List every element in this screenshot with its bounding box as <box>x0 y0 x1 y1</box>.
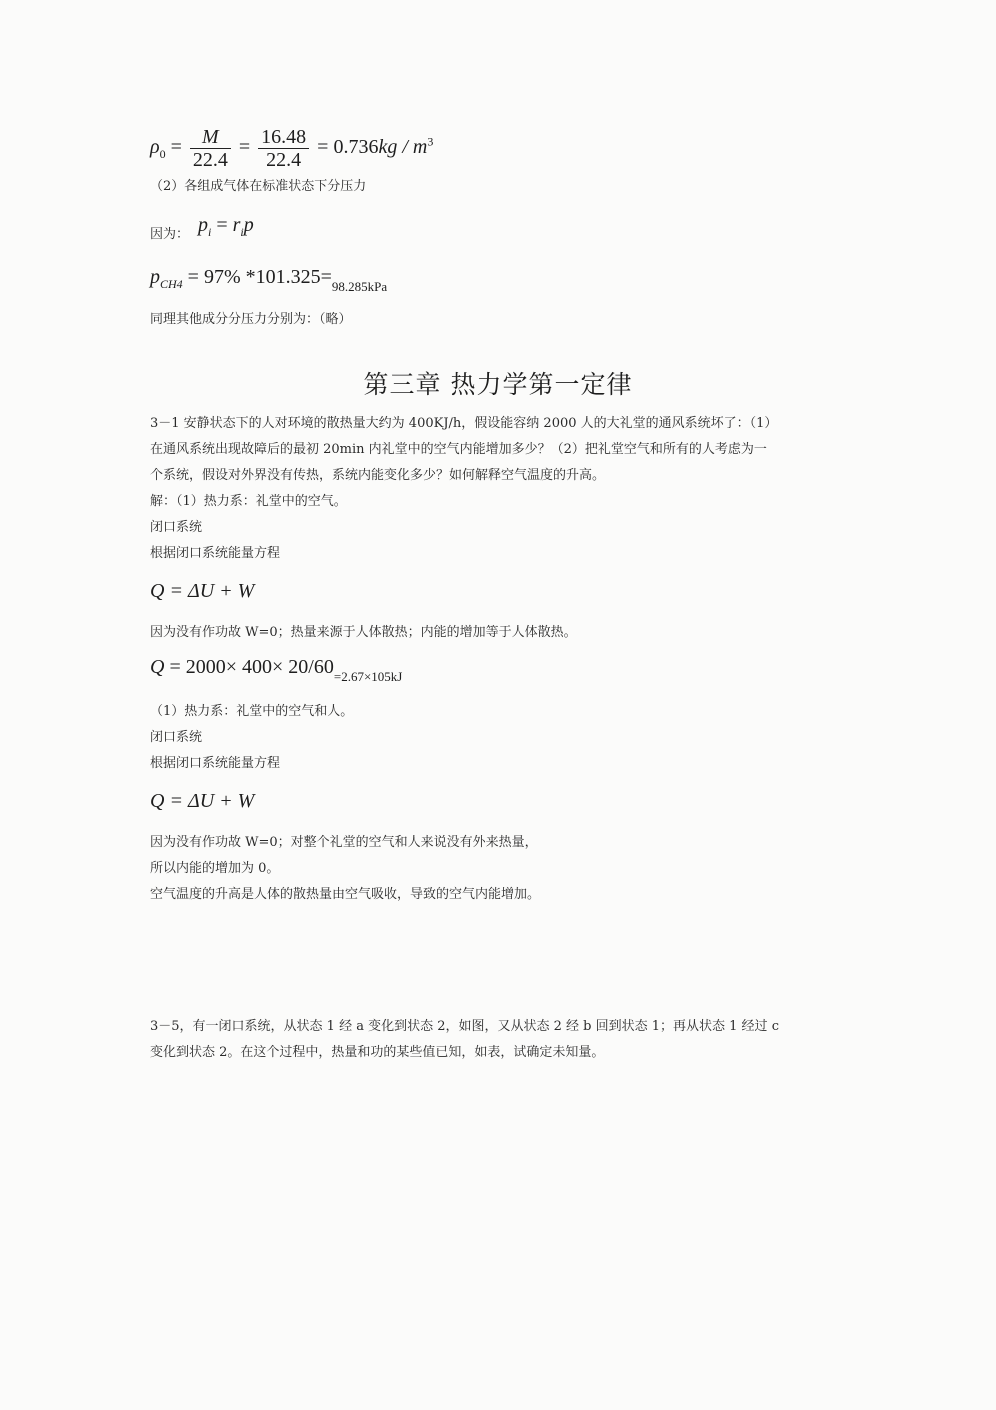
conclusion-line-2: 空气温度的升高是人体的散热量由空气吸收，导致的空气内能增加。 <box>150 887 541 902</box>
problem-3-5-line-1: 3－5，有一闭口系统，从状态 1 经 a 变化到状态 2，如图，又从状态 2 经 b 回到状态 1；再从状态 1 经过 c <box>150 1019 779 1034</box>
rho-unit: kg / m <box>378 136 428 159</box>
solution-part-1: 解：（1）热力系：礼堂中的空气。 <box>150 494 347 509</box>
similarly-others-line: 同理其他成分分压力分别为：（略） <box>150 312 352 327</box>
energy-equation-label-1: 根据闭口系统能量方程 <box>150 546 281 561</box>
q-symbol-3: Q <box>150 790 165 812</box>
reason-line-1: 因为没有作功故 W=0；热量来源于人体散热；内能的增加等于人体散热。 <box>150 625 577 640</box>
conclusion-line-1: 所以内能的增加为 0。 <box>150 861 280 876</box>
partial-pressure-equation: $p_i = r_ip$ <box>198 214 254 239</box>
methane-result: 98.285kPa <box>331 279 388 294</box>
q-symbol-1: Q <box>150 580 165 602</box>
because-label: 因为： <box>150 227 190 242</box>
heat-calculation-result: =2.67×105kJ <box>333 669 403 684</box>
heat-calculation-rhs: = 2000× 400× 20/60 <box>169 656 334 678</box>
closed-system-label-2: 闭口系统 <box>150 730 203 745</box>
problem-3-1-line-3: 个系统，假设对外界没有传热，系统内能变化多少？如何解释空气温度的升高。 <box>150 468 606 483</box>
closed-system-label-1: 闭口系统 <box>150 520 203 535</box>
energy-equation-label-2: 根据闭口系统能量方程 <box>150 756 281 771</box>
first-law-rhs-2: = ΔU + W <box>169 790 255 812</box>
denominator-22-4: 22.4 <box>192 149 228 171</box>
p-symbol-2: p <box>243 214 254 236</box>
p-ch4-symbol: p <box>150 266 160 288</box>
problem-3-5-line-2: 变化到状态 2。在这个过程中，热量和功的某些值已知，如表，试确定未知量。 <box>150 1045 605 1060</box>
q-symbol-2: Q <box>150 656 165 678</box>
first-law-rhs-1: = ΔU + W <box>169 580 255 602</box>
problem-3-1-line-2: 在通风系统出现故障后的最初 20min 内礼堂中的空气内能增加多少？（2）把礼堂空气和所有的人考虑为一 <box>150 442 767 457</box>
denominator-22-4-b: 22.4 <box>266 149 302 171</box>
heat-calculation-equation <box>150 656 403 684</box>
density-equation: $\rho_0$ = $\frac{M}{22.4}$ = $\frac{16.48}{22.4}$ = $0.736kg / m^3$ <box>150 126 434 171</box>
problem-3-1-line-1: 3－1 安静状态下的人对环境的散热量大约为 400KJ/h，假设能容纳 2000 人的大礼堂的通风系统坏了：（1） <box>150 416 778 431</box>
first-law-equation-2 <box>150 790 254 813</box>
rho-result: 0.736 <box>333 136 379 159</box>
i-subscript-2: i <box>240 225 244 239</box>
p-symbol: p <box>198 214 208 236</box>
subheading-partial-pressure: （2）各组成气体在标准状态下分压力 <box>150 179 367 194</box>
reason-line-2: 因为没有作功故 W=0；对整个礼堂的空气和人来说没有外来热量， <box>150 835 538 850</box>
ch4-subscript: CH4 <box>160 277 183 291</box>
first-law-equation-1 <box>150 580 254 603</box>
numerator-16-48: 16.48 <box>258 126 309 149</box>
methane-pressure-equation <box>150 266 387 292</box>
numerator-m: M <box>202 126 219 148</box>
rho-subscript: 0 <box>159 147 166 162</box>
rho-symbol: ρ <box>150 136 160 159</box>
fraction-16-48-over-22-4 <box>258 126 309 171</box>
solution-part-2: （1）热力系：礼堂中的空气和人。 <box>150 704 354 719</box>
chapter-title: 第三章 热力学第一定律 <box>363 370 633 399</box>
fraction-m-over-22-4 <box>190 126 231 171</box>
methane-rhs: = 97% *101.325= <box>187 266 332 288</box>
rho-unit-exponent: 3 <box>427 134 434 149</box>
r-symbol: r <box>232 214 241 236</box>
i-subscript: i <box>208 225 212 239</box>
